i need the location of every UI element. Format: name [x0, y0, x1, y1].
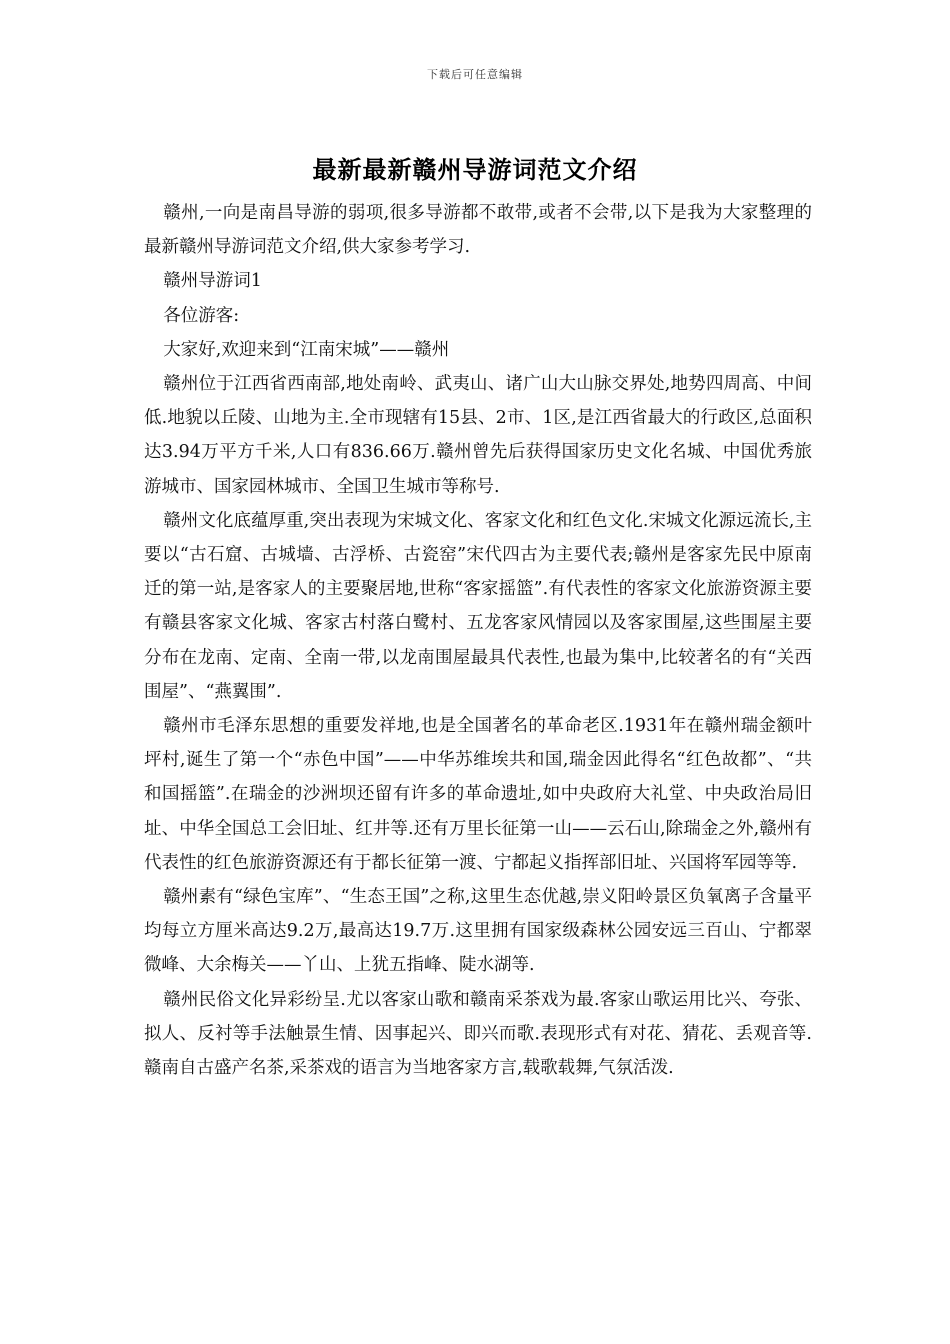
header-note: 下载后可任意编辑 [427, 68, 523, 81]
paragraph-intro: 赣州,一向是南昌导游的弱项,很多导游都不敢带,或者不会带,以下是我为大家整理的最新赣州导游词范文介绍,供大家参考学习. [144, 203, 812, 258]
paragraph-ecology: 赣州素有“绿色宝库”、“生态王国”之称,这里生态优越,崇义阳岭景区负氧离子含量平均每立方厘米高达9.2万,最高达19.7万.这里拥有国家级森林公园安远三百山、宁都翠微峰、大余梅关——丫山、上犹五指峰、陡水湖等. [144, 887, 812, 976]
document-title: 最新最新赣州导游词范文介绍 [312, 155, 638, 184]
paragraph-geography: 赣州位于江西省西南部,地处南岭、武夷山、诸广山大山脉交界处,地势四周高、中间低.地貌以丘陵、山地为主.全市现辖有15县、2市、1区,是江西省最大的行政区,总面积达3.94万平方千米,人口有836.66万.赣州曾先后获得国家历史文化名城、中国优秀旅游城市、国家园林城市、全国卫生城市等称号. [144, 374, 812, 497]
paragraph-folk-culture: 赣州民俗文化异彩纷呈.尤以客家山歌和赣南采茶戏为最.客家山歌运用比兴、夸张、拟人、反衬等手法触景生情、因事起兴、即兴而歌.表现形式有对花、猜花、丢观音等.赣南自古盛产名茶,采茶戏的语言为当地客家方言,载歌载舞,气氛活泼. [144, 989, 812, 1079]
paragraph-revolution: 赣州市毛泽东思想的重要发祥地,也是全国著名的革命老区.1931年在赣州瑞金额叶坪村,诞生了第一个“赤色中国”——中华苏维埃共和国,瑞金因此得名“红色故都”、“共和国摇篮”.在瑞金的沙洲坝还留有许多的革命遗址,如中央政府大礼堂、中央政治局旧址、中华全国总工会旧址、红井等.还有万里长征第一山——云石山,除瑞金之外,赣州有代表性的红色旅游资源还有于都长征第一渡、宁都起义指挥部旧址、兴国将军园等等. [144, 716, 812, 873]
paragraph-welcome: 大家好,欢迎来到“江南宋城”——赣州 [163, 339, 450, 360]
document-body [144, 196, 812, 1085]
paragraph-greeting: 各位游客: [163, 305, 240, 326]
paragraph-section-heading: 赣州导游词1 [163, 271, 262, 292]
paragraph-culture: 赣州文化底蕴厚重,突出表现为宋城文化、客家文化和红色文化.宋城文化源远流长,主要以“古石窟、古城墙、古浮桥、古瓷窑”宋代四古为主要代表;赣州是客家先民中原南迁的第一站,是客家人的主要聚居地,世称“客家摇篮”.有代表性的客家文化旅游资源主要有赣县客家文化城、客家古村落白鹭村、五龙客家风情园以及客家围屋,这些围屋主要分布在龙南、定南、全南一带,以龙南围屋最具代表性,也最为集中,比较著名的有“关西围屋”、“燕翼围”. [144, 510, 812, 702]
